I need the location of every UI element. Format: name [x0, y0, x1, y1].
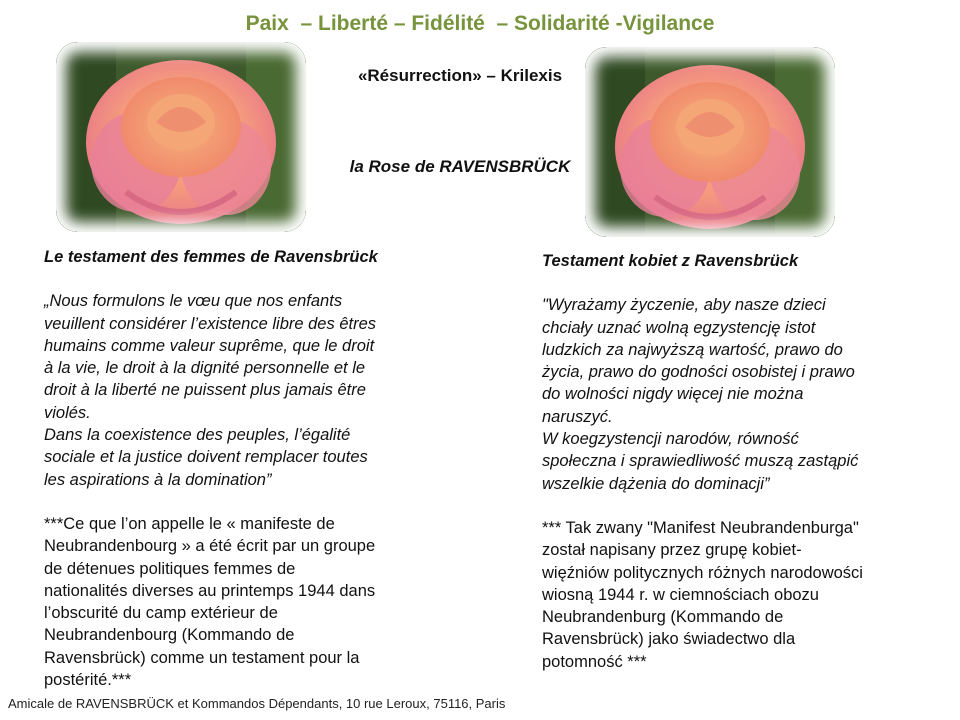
rose-name: «Résurrection» – Krilexis: [357, 66, 563, 85]
rose-subtitle-caps: RAVENSBRÜCK: [439, 157, 571, 176]
rose-subtitle-prefix: la Rose de: [349, 157, 440, 176]
motto-header: Paix – Liberté – Fidélité – Solidarité -Vigilance: [245, 12, 715, 35]
polish-column: [542, 250, 922, 673]
rose-image: [585, 47, 835, 237]
rose-image: [56, 42, 306, 232]
french-note: ***Ce que l’on appelle le « manifeste de Neubrandenbourg » a été écrit par un groupe de détenues politiques femmes de nationalités diverses au printemps 1944 dans l’obscurité du camp extérieur de Neubrandenbourg (Kommando de Ravensbrück) comme un testament pour la postérité.***: [44, 514, 376, 690]
footer-address: Amicale de RAVENSBRÜCK et Kommandos Dépendants, 10 rue Leroux, 75116, Paris: [8, 696, 506, 711]
rose-subtitle: [320, 157, 600, 177]
polish-quote: "Wyrażamy życzenie, aby nasze dzieci chciały uznać wolną egzystencję istot ludzkich za najwyższą wartość, prawo do życia, prawo do godności osobistej i prawo do wolności nigdy więcej nie można naruszyć. W koegzystencji narodów, równość społeczna i sprawiedliwość muszą zastąpić wszelkie dążenia do dominacji”: [542, 296, 859, 493]
polish-note: *** Tak zwany "Manifest Neubrandenburga" został napisany przez grupę kobiet- więźniów politycznych różnych narodowości wiosną 1944 r. w ciemnościach obozu Neubrandenburg (Kommando de Ravensbrück) jako świadectwo dla potomność ***: [542, 518, 863, 671]
polish-heading: Testament kobiet z Ravensbrück: [542, 252, 799, 270]
french-column: [44, 246, 434, 691]
french-heading: Le testament des femmes de Ravensbrück: [44, 248, 378, 266]
rose-photo-left: [56, 42, 306, 232]
rose-photo-right: [585, 47, 835, 237]
french-quote: „Nous formulons le vœu que nos enfants veuillent considérer l’existence libre des êtres humains comme valeur suprême, que le droit à la vie, le droit à la dignité personnelle et le droit à la liberté ne puissent plus jamais être violés. Dans la coexistence des peuples, l’égalité sociale et la justice doivent remplacer toutes les aspirations à la domination”: [44, 292, 376, 489]
